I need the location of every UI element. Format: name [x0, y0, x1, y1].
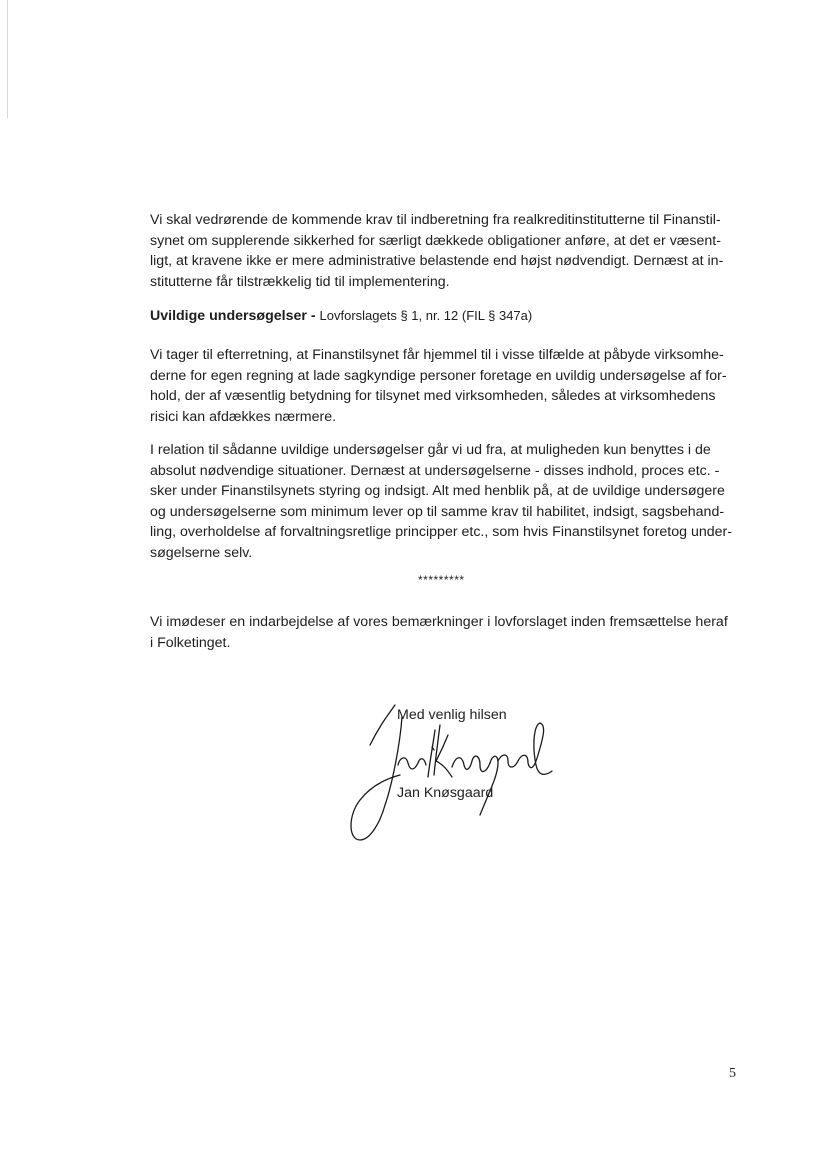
paragraph-line: absolut nødvendige situationer. Dernæst at undersøgelserne - disses indhold, proces etc. - — [150, 462, 720, 479]
paragraph-line: risici kan afdækkes nærmere. — [150, 408, 337, 425]
paragraph-investigation-authority — [150, 345, 740, 427]
paragraph-line: stitutterne får tilstrækkelig tid til implementering. — [150, 273, 450, 290]
paragraph-line: hold, der af væsentlig betydning for tilsynet med virksomheden, således at virksomhedens — [150, 388, 716, 404]
page-number: 5 — [729, 1066, 736, 1081]
paragraph-line: i Folketinget. — [150, 634, 231, 651]
paragraph-conclusion — [150, 612, 740, 653]
paragraph-line: ligt, at kravene ikke er mere administrative belastende end højst nødvendigt. Dernæst at in- — [150, 253, 724, 269]
closing-salutation: Med venlig hilsen — [397, 707, 507, 723]
paragraph-line: ling, overholdelse af forvaltningsretlige principper etc., som hvis Finanstilsynet foretog under- — [150, 524, 732, 540]
paragraph-reporting-requirements — [150, 210, 740, 292]
paragraph-line: Vi imødeser en indarbejdelse af vores bemærkninger i lovforslaget inden fremsættelse heraf — [150, 614, 728, 630]
paragraph-line: synet om supplerende sikkerhed for særligt dækkede obligationer anføre, at det er væsent- — [150, 232, 721, 249]
signer-name: Jan Knøsgaard — [397, 785, 494, 801]
paragraph-line: Vi skal vedrørende de kommende krav til indberetning fra realkreditinstitutterne til Finanstil- — [150, 212, 721, 228]
paragraph-investigation-conditions — [150, 440, 740, 563]
paragraph-line: søgelserne selv. — [150, 544, 253, 561]
section-heading — [150, 306, 740, 327]
paragraph-line: sker under Finanstilsynets styring og indsigt. Alt med henblik på, at de uvildige undersøgere — [150, 483, 725, 499]
section-separator: ********* — [418, 573, 465, 587]
scan-edge-line — [7, 0, 8, 118]
paragraph-line: og undersøgelserne som minimum lever op til samme krav til habilitet, indsigt, sagsbehand- — [150, 503, 725, 520]
section-heading-title: Uvildige undersøgelser - — [150, 308, 316, 324]
paragraph-line: derne for egen regning at lade sagkyndige personer foretage en uvildig undersøgelse af for- — [150, 367, 727, 384]
paragraph-line: I relation til sådanne uvildige undersøgelser går vi ud fra, at muligheden kun benyttes i de — [150, 442, 711, 458]
handwritten-signature — [340, 695, 570, 855]
paragraph-line: Vi tager til efterretning, at Finanstilsynet får hjemmel til i visse tilfælde at påbyde virksomhe- — [150, 347, 724, 363]
section-heading-reference: Lovforslagets § 1, nr. 12 (FIL § 347a) — [319, 308, 533, 323]
